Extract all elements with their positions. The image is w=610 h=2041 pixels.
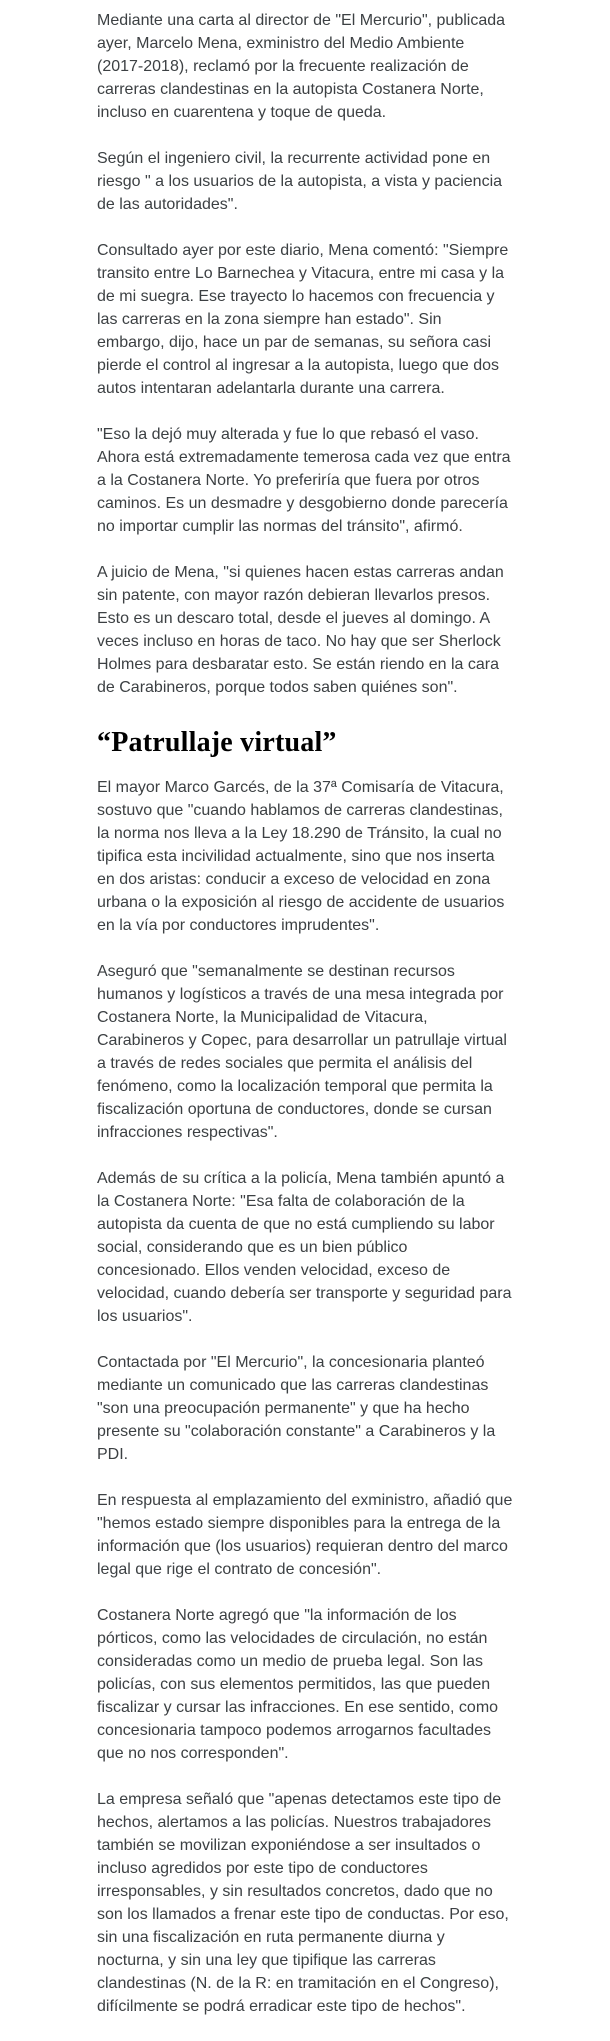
article-paragraph: Costanera Norte agregó que "la información de los pórticos, como las velocidades de circulación, no están consideradas como un medio de prueba legal. Son las policías, con sus elementos permitidos, las que pueden fiscalizar y cursar las infracciones. En ese sentido, como concesionaria tampoco podemos arrogarnos facultades que no nos corresponden". xyxy=(97,1607,499,1762)
article-paragraph: A juicio de Mena, "si quienes hacen estas carreras andan sin patente, con mayor razón debieran llevarlos presos. Esto es un descaro total, desde el jueves al domingo. A veces incluso en horas de taco. No hay que ser Sherlock Holmes para desbaratar esto. Se están riendo en la cara de Carabineros, porque todos saben quiénes son". xyxy=(97,564,504,696)
article-paragraph: El mayor Marco Garcés, de la 37ª Comisaría de Vitacura, sostuvo que "cuando hablamos de carreras clandestinas, la norma nos lleva a la Ley 18.290 de Tránsito, la cual no tipifica esta incivilidad actualmente, sino que nos inserta en dos aristas: conducir a exceso de velocidad en zona urbana o la exposición al riesgo de accidente de usuarios en la vía por conductores imprudentes". xyxy=(97,779,505,934)
article-paragraph: En respuesta al emplazamiento del exministro, añadió que "hemos estado siempre disponibles para la entrega de la información que (los usuarios) requieran dentro del marco legal que rige el contrato de concesión". xyxy=(97,1492,513,1578)
article-paragraph: Contactada por "El Mercurio", la concesionaria planteó mediante un comunicado que las carreras clandestinas "son una preocupación permanente" y que ha hecho presente su "colaboración constante" a Carabineros y la PDI. xyxy=(97,1354,496,1463)
section-heading: “Patrullaje virtual” xyxy=(97,727,337,758)
article-paragraph: "Eso la dejó muy alterada y fue lo que rebasó el vaso. Ahora está extremadamente temerosa cada vez que entra a la Costanera Norte. Yo preferiría que fuera por otros caminos. Es un desmadre y desgobierno donde parecería no importar cumplir las normas del tránsito", afirmó. xyxy=(97,426,511,535)
article-paragraph: Aseguró que "semanalmente se destinan recursos humanos y logísticos a través de una mesa integrada por Costanera Norte, la Municipalidad de Vitacura, Carabineros y Copec, para desarrollar un patrullaje virtual a través de redes sociales que permita el análisis del fenómeno, como la localización temporal que permita la fiscalización oportuna de conductores, donde se cursan infracciones respectivas". xyxy=(97,963,507,1141)
article-paragraph: Además de su crítica a la policía, Mena también apuntó a la Costanera Norte: "Esa falta de colaboración de la autopista da cuenta de que no está cumpliendo su labor social, considerando que es un bien público concesionado. Ellos venden velocidad, exceso de velocidad, cuando debería ser transporte y seguridad para los usuarios". xyxy=(97,1170,512,1325)
article-paragraph: La empresa señaló que "apenas detectamos este tipo de hechos, alertamos a las policías. Nuestros trabajadores también se movilizan exponiéndose a ser insultados o incluso agredidos por este tipo de conductores irresponsables, y sin resultados concretos, dado que no son los llamados a frenar este tipo de conductas. Por eso, sin una fiscalización en ruta permanente diurna y nocturna, y sin una ley que tipifique las carreras clandestinas (N. de la R: en tramitación en el Congreso), difícilmente se podrá erradicar este tipo de hechos". xyxy=(97,1791,509,2015)
article-body xyxy=(97,9,513,2018)
article-paragraph: Según el ingeniero civil, la recurrente actividad pone en riesgo " a los usuarios de la autopista, a vista y paciencia de las autoridades". xyxy=(97,150,503,213)
article-paragraph: Consultado ayer por este diario, Mena comentó: "Siempre transito entre Lo Barnechea y Vitacura, entre mi casa y la de mi suegra. Ese trayecto lo hacemos con frecuencia y las carreras en la zona siempre han estado". Sin embargo, dijo, hace un par de semanas, su señora casi pierde el control al ingresar a la autopista, luego que dos autos intentaran adelantarla durante una carrera. xyxy=(97,242,509,397)
article-paragraph: Mediante una carta al director de "El Mercurio", publicada ayer, Marcelo Mena, exministro del Medio Ambiente (2017-2018), reclamó por la frecuente realización de carreras clandestinas en la autopista Costanera Norte, incluso en cuarentena y toque de queda. xyxy=(97,12,506,121)
